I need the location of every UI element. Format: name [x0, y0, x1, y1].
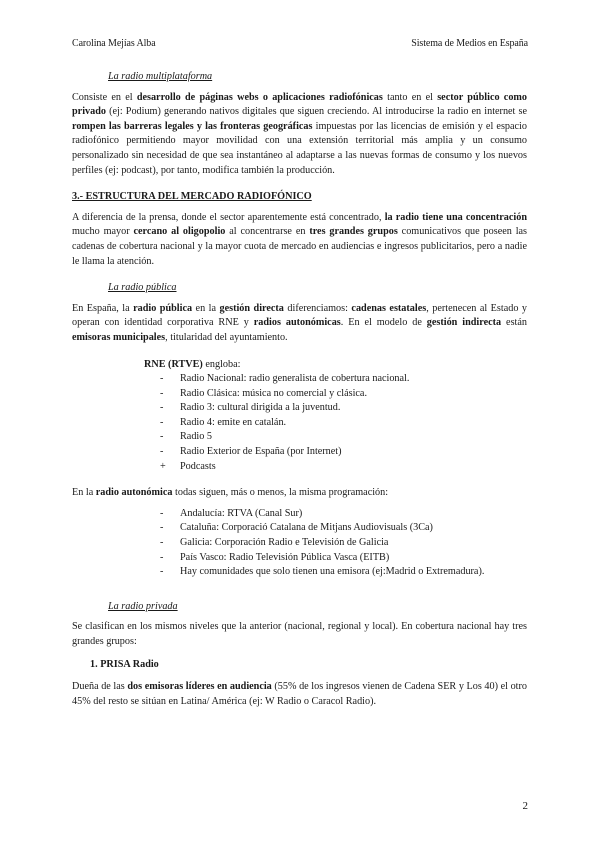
list-item: - Radio Exterior de España (por Internet)	[160, 446, 342, 458]
subheading-privada: La radio privada	[108, 600, 178, 612]
paragraph-publica: En España, la radio pública en la gestión directa diferenciamos: cadenas estatales, pertenecen al Estado y operan con identidad corporativa RNE y radios autonómicas. En el modelo de gestión indirecta están emisoras municipales, titularidad del ayuntamiento.	[72, 302, 527, 343]
subheading-publica: La radio pública	[108, 282, 177, 294]
paragraph-mercado: A diferencia de la prensa, donde el sector aparentemente está concentrado, la radio tiene una concentración mucho mayor cercano al oligopolio al concentrarse en tres grandes grupos comunicativos que poseen las cadenas de cobertura nacional y la mayor cuota de mercado en audiencias e ingresos publicitarios, pero a nadie le llama la atención.	[72, 211, 528, 267]
list-item: - Cataluña: Corporació Catalana de Mitjans Audiovisuals (3Ca)	[160, 522, 433, 534]
header-author: Carolina Mejías Alba	[72, 38, 156, 49]
page-body	[72, 70, 527, 709]
header-course: Sistema de Medios en España	[411, 38, 528, 49]
list-item: + Podcasts	[160, 460, 216, 472]
paragraph-multiplataforma: Consiste en el desarrollo de páginas webs o aplicaciones radiofónicas tanto en el sector público como privado (ej: Podium) generando nativos digitales que siguen creciendo. Al introducirse la radio en internet se rompen las barreras legales y las fronteras geográficas impuestas por las licencias de emisión y el espacio radiofónico permitiendo mayor movilidad con una extensión territorial más amplia y un consumo personalizado sin necesidad de que sea instantáneo al adaptarse a las nuevas formas de consumo y los nuevos perfiles (ej: podcast), por tanto, modifica también la producción.	[72, 91, 527, 176]
list-item: - Radio 4: emite en catalán.	[160, 416, 287, 428]
paragraph-prisa: Dueña de las dos emisoras líderes en audiencia (55% de los ingresos vienen de Cadena SER y Los 40) el otro 45% del resto se sitúan en Latina/ América (ej: W Radio o Caracol Radio).	[72, 681, 527, 707]
list-item: - Radio Nacional: radio generalista de cobertura nacional.	[160, 373, 410, 385]
rne-intro: RNE (RTVE) engloba:	[144, 358, 241, 370]
page-number: 2	[522, 800, 528, 812]
autonomica-list	[72, 507, 527, 580]
paragraph-privada: Se clasifican en los mismos niveles que la anterior (nacional, regional y local). En cobertura nacional hay tres grandes grupos:	[72, 621, 527, 647]
section-heading-mercado: 3.- ESTRUCTURA DEL MERCADO RADIOFÓNICO	[72, 191, 312, 203]
list-item: - Radio Clásica: música no comercial y clásica.	[160, 387, 367, 399]
list-item: - Radio 3: cultural dirigida a la juventud.	[160, 402, 341, 414]
list-item: - Hay comunidades que solo tienen una emisora (ej:Madrid o Extremadura).	[160, 566, 485, 578]
paragraph-autonomica: En la radio autonómica todas siguen, más o menos, la misma programación:	[72, 487, 389, 499]
subheading-multiplataforma: La radio multiplataforma	[108, 71, 213, 82]
heading-prisa: 1. PRISA Radio	[90, 658, 159, 670]
list-item: - Radio 5	[160, 431, 212, 443]
list-item: - Andalucía: RTVA (Canal Sur)	[160, 507, 303, 519]
list-item: - Galicia: Corporación Radio e Televisión de Galicia	[160, 537, 389, 549]
list-item: - País Vasco: Radio Televisión Pública Vasca (EITB)	[160, 551, 390, 563]
rne-list	[72, 372, 527, 474]
